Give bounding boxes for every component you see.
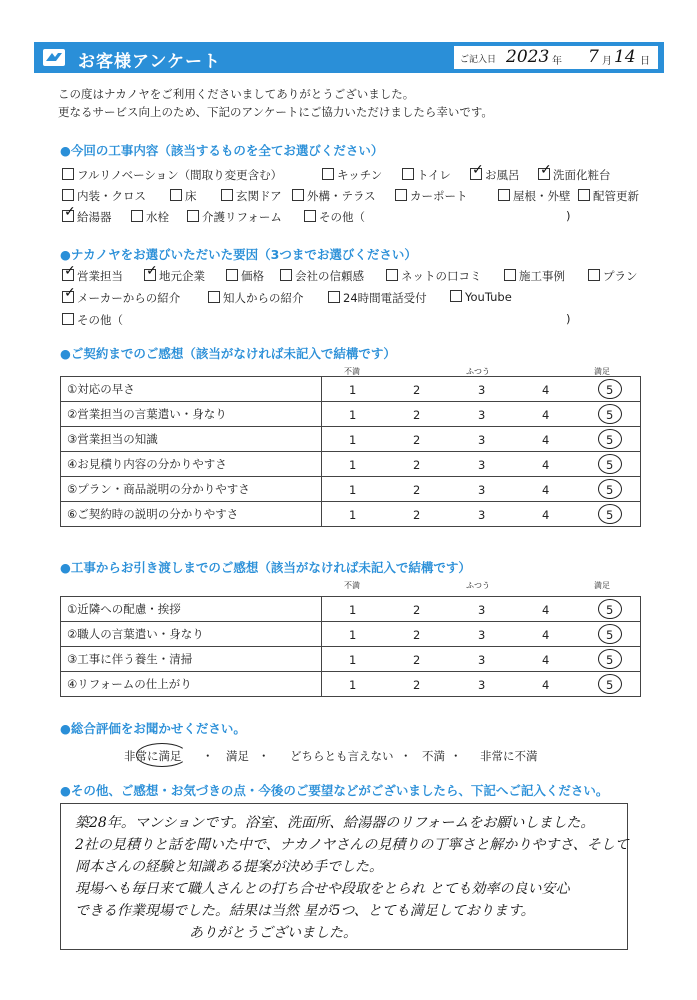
rating-option-4[interactable]: 4: [542, 508, 550, 522]
rating-option-3[interactable]: 3: [478, 628, 486, 642]
selected-circle-icon: [598, 454, 622, 474]
rating-scale: [322, 502, 641, 527]
selected-circle-icon: [598, 649, 622, 669]
checkbox-option[interactable]: [62, 167, 282, 183]
selected-circle-icon: [598, 599, 622, 619]
checkbox-label: 営業担当: [77, 269, 123, 283]
rating-option-5[interactable]: 5: [606, 458, 614, 472]
rating-option-4[interactable]: 4: [542, 678, 550, 692]
checkbox-option[interactable]: [328, 290, 427, 306]
rating-option-2[interactable]: 2: [413, 678, 421, 692]
checkbox[interactable]: [578, 189, 590, 201]
checkbox[interactable]: [386, 269, 398, 281]
rating-item-label: ①対応の早さ: [61, 377, 322, 402]
rating-option-2[interactable]: 2: [413, 383, 421, 397]
rating-item-label: ③工事に伴う養生・清掃: [61, 647, 322, 672]
checkbox[interactable]: [588, 269, 600, 281]
rating-row: [61, 427, 641, 452]
rating-option-1[interactable]: 1: [349, 603, 357, 617]
rating-option-4[interactable]: 4: [542, 603, 550, 617]
checkmark-icon: ✓: [64, 263, 76, 279]
checkbox[interactable]: [328, 291, 340, 303]
separator-dot: ・: [400, 749, 412, 763]
rating-scale: [322, 672, 641, 697]
rating-option-2[interactable]: 2: [413, 603, 421, 617]
checkbox-option[interactable]: [450, 290, 512, 304]
checkbox-option[interactable]: [395, 188, 468, 204]
checkbox-label: キッチン: [337, 168, 383, 182]
rating-option-3[interactable]: 3: [478, 508, 486, 522]
rating-scale: [322, 477, 641, 502]
rating-option-1[interactable]: 1: [349, 458, 357, 472]
checkbox-label: 玄関ドア: [236, 189, 282, 203]
rating-option-5[interactable]: 5: [606, 653, 614, 667]
rating-item-label: ④お見積り内容の分かりやすさ: [61, 452, 322, 477]
rating-option-3[interactable]: 3: [478, 383, 486, 397]
checkbox-label: 地元企業: [159, 269, 205, 283]
checkbox[interactable]: [395, 189, 407, 201]
checkbox[interactable]: [187, 210, 199, 222]
checkbox-option[interactable]: [62, 263, 123, 284]
rating-row: [61, 647, 641, 672]
checkbox[interactable]: [170, 189, 182, 201]
rating-option-1[interactable]: 1: [349, 678, 357, 692]
overall-option[interactable]: どちらとも言えない: [290, 749, 394, 763]
checkbox[interactable]: [538, 162, 552, 180]
checkbox[interactable]: [221, 189, 233, 201]
checkbox-option[interactable]: [386, 268, 482, 284]
section-work-title: ●今回の工事内容（該当するものを全てお選びください）: [60, 143, 384, 158]
checkbox-option[interactable]: [402, 167, 451, 183]
checkbox[interactable]: [292, 189, 304, 201]
date-day: 14: [614, 47, 636, 67]
separator-dot: ・: [202, 749, 214, 763]
checkbox-label: 内装・クロス: [77, 189, 146, 203]
rating-option-3[interactable]: 3: [478, 678, 486, 692]
checkbox-label: 配管更新: [593, 189, 639, 203]
checkbox-label: カーポート: [410, 189, 468, 203]
checkbox-label: 給湯器: [77, 210, 112, 224]
comment-line-4: 現場へも毎日来て職人さんとの打ち合せや段取をとられ とても効率の良い安心: [75, 881, 570, 897]
rating-option-2[interactable]: 2: [413, 653, 421, 667]
rating-option-3[interactable]: 3: [478, 603, 486, 617]
rating-option-4[interactable]: 4: [542, 383, 550, 397]
checkbox-label: 床: [185, 189, 197, 203]
checkbox-label: メーカーからの紹介: [77, 291, 181, 305]
checkbox-option[interactable]: [208, 290, 304, 306]
checkbox[interactable]: [470, 162, 484, 180]
checkbox-label: 施工事例: [519, 269, 565, 283]
rating-option-5[interactable]: 5: [606, 383, 614, 397]
header-bar: [34, 42, 664, 73]
checkbox-option[interactable]: [226, 268, 264, 284]
selected-circle-icon: [598, 379, 622, 399]
checkbox-option[interactable]: [322, 167, 382, 183]
checkbox-label: 知人からの紹介: [223, 291, 304, 305]
selected-circle-icon: [598, 624, 622, 644]
rating-option-2[interactable]: 2: [413, 458, 421, 472]
rating-option-1[interactable]: 1: [349, 408, 357, 422]
rating-option-3[interactable]: 3: [478, 433, 486, 447]
checkbox[interactable]: [62, 313, 74, 325]
checkbox[interactable]: [402, 168, 414, 180]
rating-option-5[interactable]: 5: [606, 508, 614, 522]
rating-option-4[interactable]: 4: [542, 458, 550, 472]
day-unit: 日: [640, 56, 650, 67]
intro-line-1: この度はナカノヤをご利用くださいましてありがとうございました。: [58, 87, 415, 101]
checkbox-option[interactable]: [504, 268, 565, 284]
checkbox-option[interactable]: [588, 268, 638, 284]
checkbox[interactable]: [450, 290, 462, 302]
rating-option-2[interactable]: 2: [413, 628, 421, 642]
rating-option-1[interactable]: 1: [349, 653, 357, 667]
comment-line-1: 築28年。マンションです。浴室、洗面所、給湯器のリフォームをお願いしました。: [75, 815, 595, 831]
selected-circle-icon: [598, 674, 622, 694]
rating-item-label: ①近隣への配慮・挨拶: [61, 597, 322, 622]
checkbox-label: 24時間電話受付: [343, 291, 427, 305]
checkbox-label: 介護リフォーム: [202, 210, 282, 224]
checkmark-icon: ✓: [64, 285, 76, 301]
checkbox-option[interactable]: [304, 209, 365, 225]
date-year: 2023: [506, 47, 550, 67]
rating-option-4[interactable]: 4: [542, 653, 550, 667]
checkmark-icon: ✓: [64, 204, 76, 220]
comment-box[interactable]: [60, 803, 628, 950]
rating-row: [61, 452, 641, 477]
section-contract-title: ●ご契約までのご感想（該当がなければ未記入で結構です）: [60, 346, 396, 361]
checkbox-option[interactable]: [170, 188, 197, 204]
checkbox-label: 会社の信頼感: [295, 269, 364, 283]
scale-high-label: 満足: [594, 367, 610, 376]
rating-scale: [322, 377, 641, 402]
checkbox-option[interactable]: [62, 204, 112, 225]
checkbox-label: 価格: [241, 269, 264, 283]
checkbox[interactable]: [226, 269, 238, 281]
checkbox-option[interactable]: [187, 209, 282, 225]
rating-option-2[interactable]: 2: [413, 433, 421, 447]
checkbox-option[interactable]: [144, 263, 205, 284]
rating-option-3[interactable]: 3: [478, 458, 486, 472]
rating-option-5[interactable]: 5: [606, 483, 614, 497]
rating-row: [61, 402, 641, 427]
checkbox-option[interactable]: [62, 188, 146, 204]
checkbox[interactable]: [280, 269, 292, 281]
checkbox-option[interactable]: [538, 162, 611, 183]
checkbox-label: 水栓: [146, 210, 169, 224]
month-unit: 月: [602, 56, 612, 67]
rating-option-2[interactable]: 2: [413, 408, 421, 422]
checkbox-label: プラン: [603, 269, 638, 283]
scale-low-label-2: 不満: [344, 581, 360, 590]
overall-option[interactable]: 非常に不満: [480, 749, 538, 763]
section-overall-title: ●総合評価をお聞かせください。: [60, 721, 246, 736]
contract-rating-table: [60, 376, 641, 527]
rating-option-5[interactable]: 5: [606, 628, 614, 642]
rating-scale: [322, 427, 641, 452]
rating-row: [61, 502, 641, 527]
intro-line-2: 更なるサービス向上のため、下記のアンケートにご協力いただけましたら幸いです。: [58, 105, 493, 119]
checkbox[interactable]: [62, 263, 76, 281]
checkbox-label: 外構・テラス: [307, 189, 376, 203]
checkmark-icon: ✓: [540, 162, 552, 178]
rating-option-1[interactable]: 1: [349, 508, 357, 522]
rating-item-label: ④リフォームの仕上がり: [61, 672, 322, 697]
rating-option-3[interactable]: 3: [478, 483, 486, 497]
selected-circle-icon: [598, 404, 622, 424]
rating-option-1[interactable]: 1: [349, 383, 357, 397]
overall-option[interactable]: 非常に満足: [124, 749, 182, 763]
date-box: [454, 46, 658, 69]
scale-low-label: 不満: [344, 367, 360, 376]
section-comment-title: ●その他、ご感想・お気づきの点・今後のご要望などがございましたら、下記へご記入ください。: [60, 783, 609, 798]
rating-option-5[interactable]: 5: [606, 603, 614, 617]
checkbox[interactable]: [208, 291, 220, 303]
rating-option-4[interactable]: 4: [542, 628, 550, 642]
rating-row: [61, 477, 641, 502]
checkbox-label: 屋根・外壁: [513, 189, 571, 203]
checkbox[interactable]: [498, 189, 510, 201]
checkbox-option[interactable]: [280, 268, 364, 284]
checkbox-option[interactable]: [221, 188, 282, 204]
rating-option-3[interactable]: 3: [478, 653, 486, 667]
rating-row: [61, 672, 641, 697]
checkbox-label: ネットの口コミ: [401, 269, 482, 283]
overall-option[interactable]: 不満: [422, 749, 445, 763]
selected-circle-icon: [598, 479, 622, 499]
checkbox-label: トイレ: [417, 168, 451, 182]
comment-line-5: できる作業現場でした。結果は当然 星が5つ、とても満足しております。: [75, 903, 535, 919]
rating-item-label: ⑤プラン・商品説明の分かりやすさ: [61, 477, 322, 502]
overall-option[interactable]: 満足: [226, 749, 249, 763]
checkbox-label: YouTube: [465, 290, 512, 304]
rating-item-label: ②職人の言葉遣い・身なり: [61, 622, 322, 647]
rating-option-4[interactable]: 4: [542, 433, 550, 447]
rating-option-1[interactable]: 1: [349, 433, 357, 447]
rating-row: [61, 622, 641, 647]
date-label: ご記入日: [460, 55, 497, 65]
checkbox[interactable]: [62, 285, 76, 303]
rating-option-3[interactable]: 3: [478, 408, 486, 422]
rating-option-4[interactable]: 4: [542, 408, 550, 422]
checkbox-option[interactable]: [470, 162, 520, 183]
checkbox-label: 洗面化粧台: [553, 168, 611, 182]
rating-option-1[interactable]: 1: [349, 483, 357, 497]
rating-scale: [322, 647, 641, 672]
date-month: 7: [588, 47, 599, 67]
checkbox-label: お風呂: [485, 168, 520, 182]
rating-option-4[interactable]: 4: [542, 483, 550, 497]
other-close-paren-1: ): [566, 209, 571, 223]
checkbox[interactable]: [62, 204, 76, 222]
rating-row: [61, 377, 641, 402]
rating-item-label: ⑥ご契約時の説明の分かりやすさ: [61, 502, 322, 527]
checkbox-label: その他（: [77, 313, 123, 327]
company-logo-icon: [43, 49, 65, 66]
construction-rating-table: [60, 596, 641, 697]
rating-option-5[interactable]: 5: [606, 433, 614, 447]
comment-line-3: 岡本さんの経験と知識ある提案が決め手でした。: [75, 859, 383, 875]
checkbox-label: フルリノベーション（間取り変更含む）: [77, 168, 283, 182]
separator-dot: ・: [258, 749, 270, 763]
checkbox[interactable]: [62, 189, 74, 201]
checkbox[interactable]: [304, 210, 316, 222]
checkbox-option[interactable]: [131, 209, 169, 225]
page-title: お客様アンケート: [78, 52, 221, 72]
checkbox-label: その他（: [319, 210, 365, 224]
rating-option-1[interactable]: 1: [349, 628, 357, 642]
rating-option-2[interactable]: 2: [413, 508, 421, 522]
checkbox[interactable]: [131, 210, 143, 222]
rating-item-label: ③営業担当の知識: [61, 427, 322, 452]
rating-scale: [322, 402, 641, 427]
checkbox-option[interactable]: [62, 312, 123, 328]
rating-option-5[interactable]: 5: [606, 408, 614, 422]
checkbox-option[interactable]: [292, 188, 376, 204]
checkbox-option[interactable]: [498, 188, 571, 204]
rating-scale: [322, 597, 641, 622]
checkmark-icon: ✓: [146, 263, 158, 279]
section-reason-title: ●ナカノヤをお選びいただいた要因（3つまでお選びください）: [60, 247, 417, 262]
comment-line-2: 2社の見積りと話を聞いた中で、ナカノヤさんの見積りの丁寧さと解かりやすさ、そして: [75, 837, 629, 853]
rating-option-2[interactable]: 2: [413, 483, 421, 497]
rating-scale: [322, 622, 641, 647]
checkbox-option[interactable]: [578, 188, 639, 204]
year-unit: 年: [552, 56, 562, 67]
separator-dot: ・: [450, 749, 462, 763]
scale-mid-label-2: ふつう: [466, 581, 490, 590]
rating-item-label: ②営業担当の言葉遣い・身なり: [61, 402, 322, 427]
comment-line-6: ありがとうございました。: [189, 925, 357, 941]
selected-circle-icon: [598, 429, 622, 449]
selected-circle-icon: [598, 504, 622, 524]
other-close-paren-2: ): [566, 312, 571, 326]
rating-row: [61, 597, 641, 622]
checkbox[interactable]: [144, 263, 158, 281]
scale-high-label-2: 満足: [594, 581, 610, 590]
scale-mid-label: ふつう: [466, 367, 490, 376]
checkbox[interactable]: [504, 269, 516, 281]
checkbox[interactable]: [62, 168, 74, 180]
checkbox-option[interactable]: [62, 285, 181, 306]
rating-option-5[interactable]: 5: [606, 678, 614, 692]
rating-scale: [322, 452, 641, 477]
section-construction-title: ●工事からお引き渡しまでのご感想（該当がなければ未記入で結構です）: [60, 560, 471, 575]
checkmark-icon: ✓: [472, 162, 484, 178]
checkbox[interactable]: [322, 168, 334, 180]
